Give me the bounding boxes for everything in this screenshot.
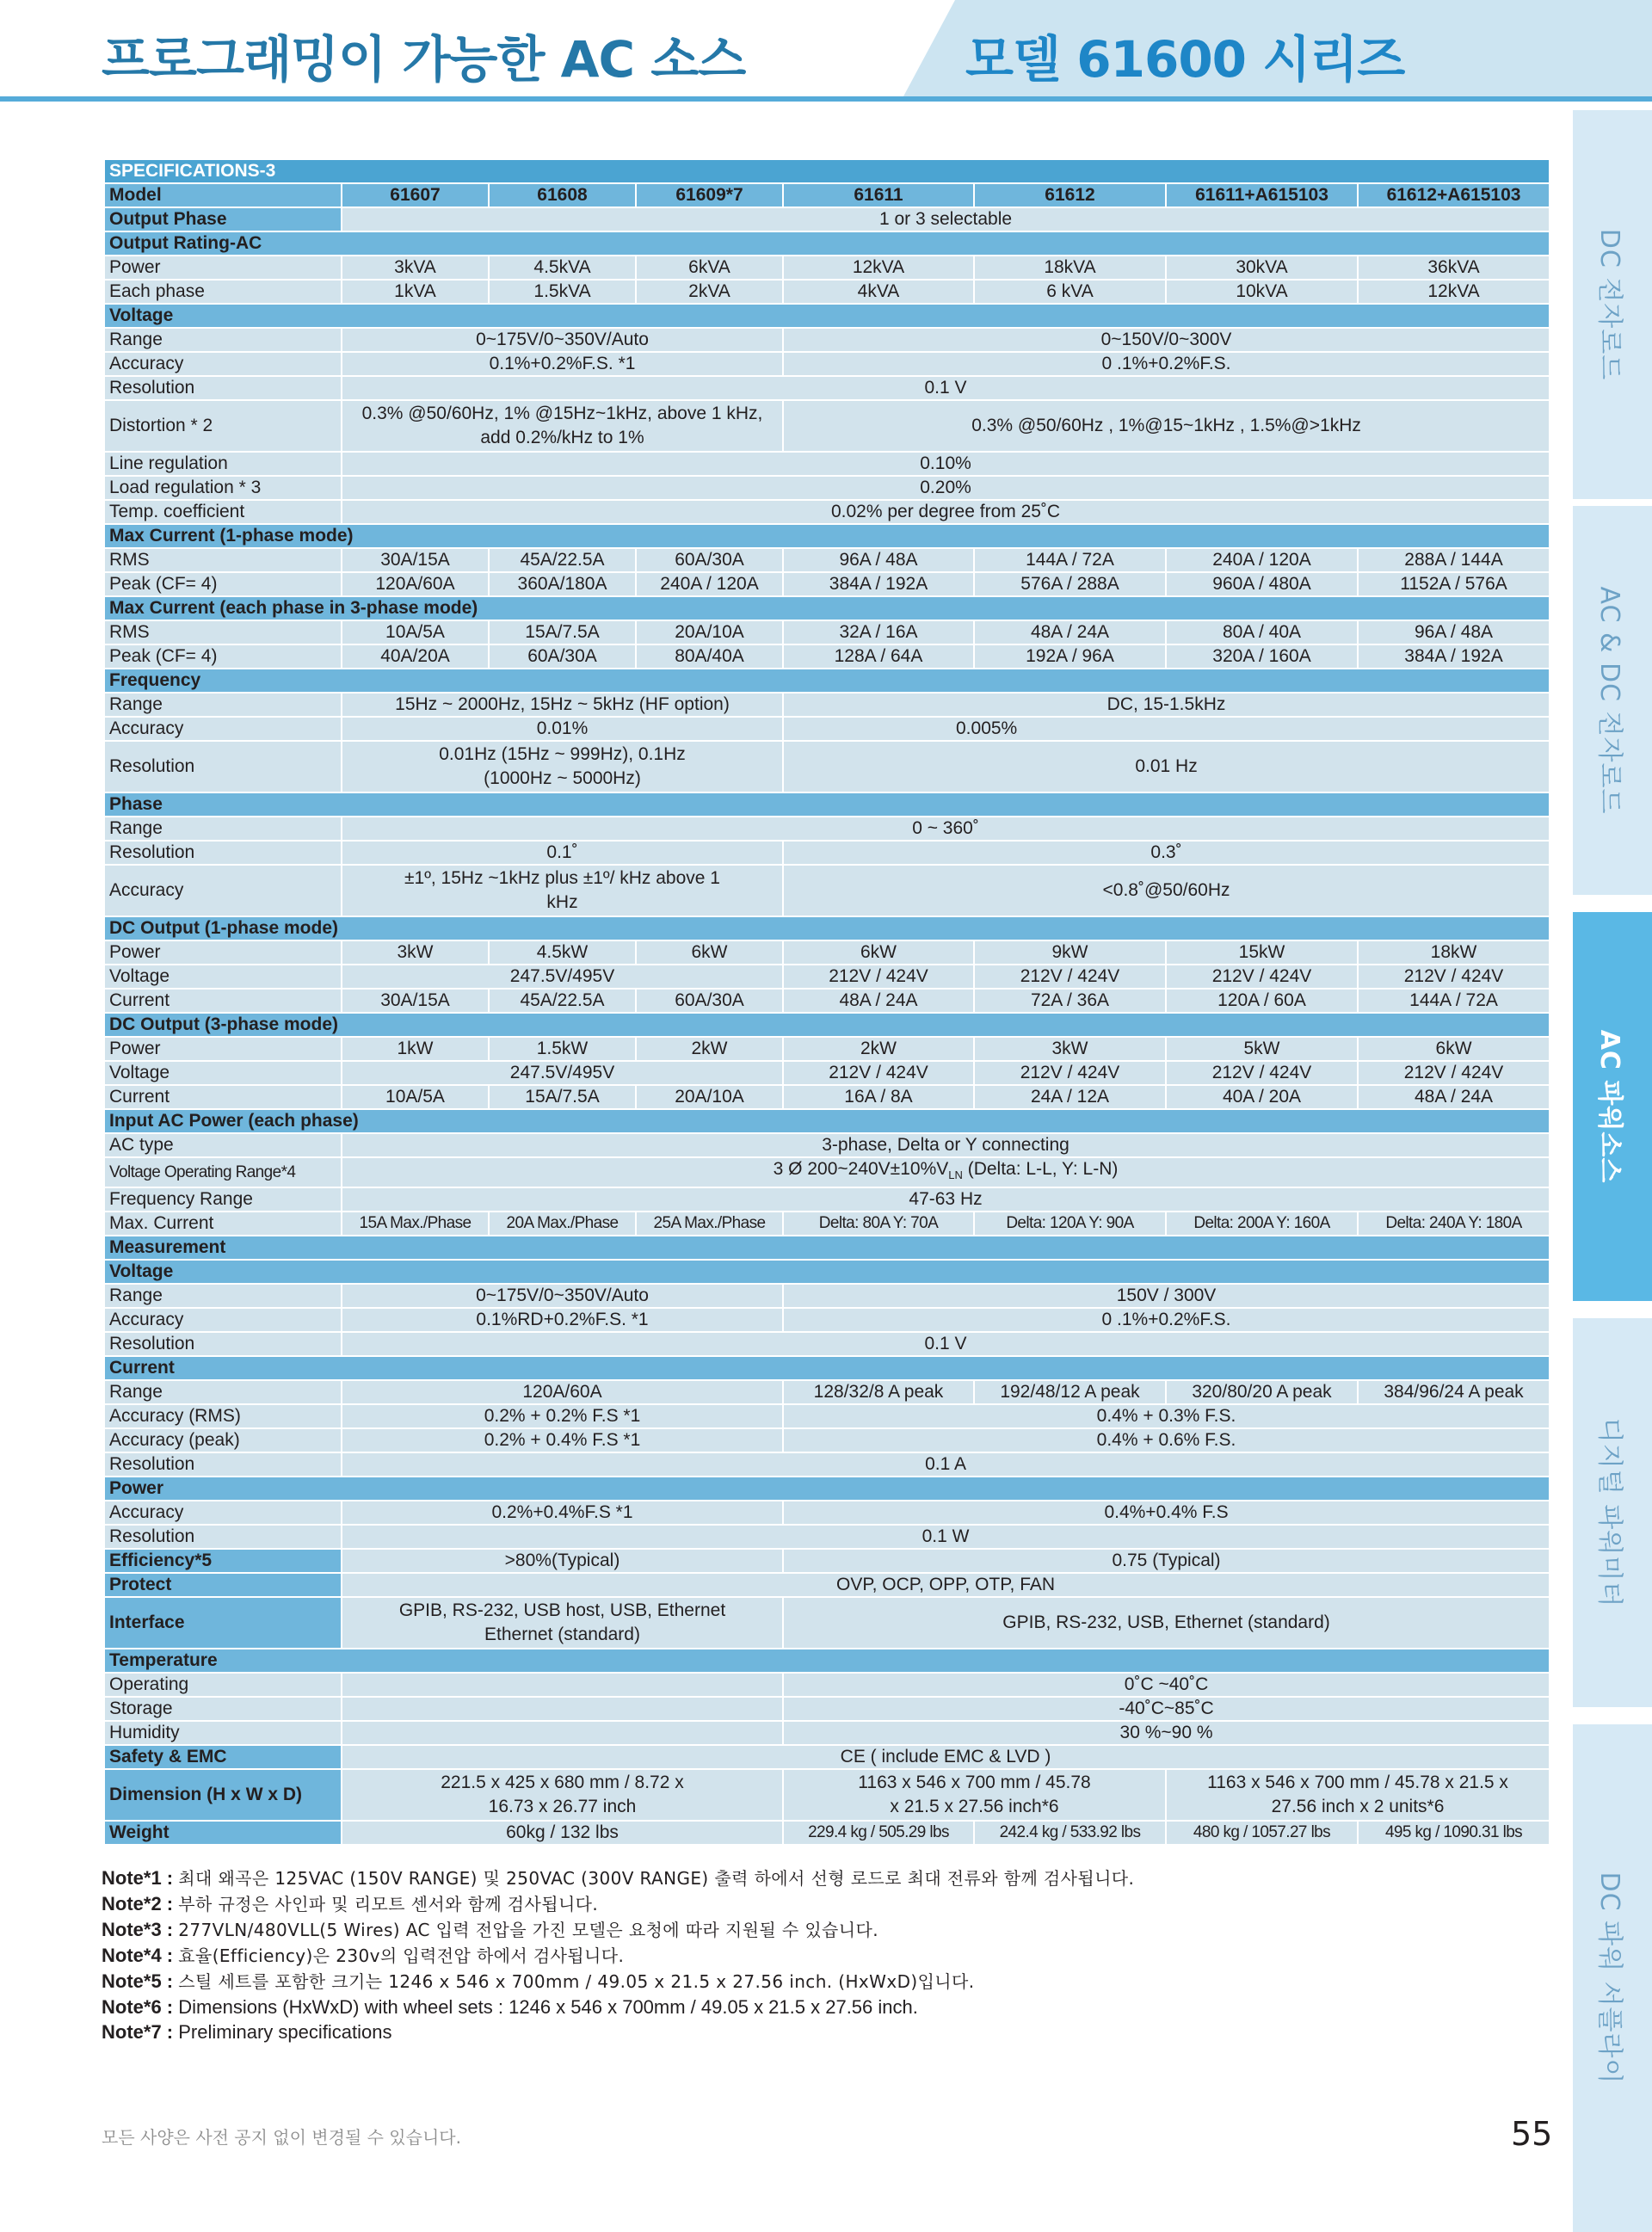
table-row: Range 15Hz ~ 2000Hz, 15Hz ~ 5kHz (HF option) DC, 15-1.5kHz (104, 693, 1550, 717)
section-row: Power (104, 1477, 1550, 1501)
side-tab-dc-load[interactable]: DC 전자로드 (1573, 110, 1652, 499)
section-row: Measurement (104, 1236, 1550, 1260)
table-row: Accuracy ±1º, 15Hz ~1kHz plus ±1º/ kHz above 1 kHz <0.8˚@50/60Hz (104, 865, 1550, 916)
table-row: Range 120A/60A 128/32/8 A peak 192/48/12 A peak 320/80/20 A peak 384/96/24 A peak (104, 1380, 1550, 1404)
table-row: Voltage Operating Range*4 3 Ø $200\sim 240V\pm 10\%V_{LN}$ (Delta: L-L, Y: L-N) (104, 1157, 1550, 1187)
table-row: Protect OVP, OCP, OPP, OTP, FAN (104, 1573, 1550, 1597)
side-tab-digital-power-meter[interactable]: 디지털 파워미터 (1573, 1318, 1652, 1707)
table-row: Safety & EMC CE ( include EMC & LVD ) (104, 1745, 1550, 1769)
note-7: Note*7 : Preliminary specifications (102, 2021, 392, 2043)
table-row: Power 3kVA 4.5kVA 6kVA 12kVA 18kVA 30kVA 36kVA (104, 256, 1550, 280)
table-row: Load regulation * 3 0.20% (104, 476, 1550, 500)
note-5: Note*5 : 스틸 세트를 포함한 크기는 1246 x 546 x 700mm / 49.05 x 21.5 x 27.56 inch. (HxWxD)입니다. (102, 1970, 975, 1992)
table-row: RMS 10A/5A 15A/7.5A 20A/10A 32A / 16A 48A / 24A 80A / 40A 96A / 48A (104, 620, 1550, 644)
page-title: 프로그래밍이 가능한 AC 소스 (102, 30, 746, 89)
section-row: Voltage (104, 1260, 1550, 1284)
note-4: Note*4 : 효율(Efficiency)은 230v의 입력전압 하에서 검사됩니다. (102, 1945, 625, 1966)
model-row: Model 61607 61608 61609*7 61611 61612 61611+A615103 61612+A615103 (104, 183, 1550, 207)
table-row: Accuracy 0.01% 0.005% (104, 717, 1550, 741)
table-row: Distortion * 2 0.3% @50/60Hz, 1% @15Hz~1kHz, above 1 kHz, add 0.2%/kHz to 1% 0.3% @50/60Hz , 1%@15~1kHz , 1.5%@>1kHz (104, 400, 1550, 452)
table-row: Line regulation 0.10% (104, 452, 1550, 476)
table-row: Range 0~175V/0~350V/Auto 0~150V/0~300V (104, 328, 1550, 352)
table-row: RMS 30A/15A 45A/22.5A 60A/30A 96A / 48A 144A / 72A 240A / 120A 288A / 144A (104, 548, 1550, 572)
side-tab-ac-dc-load[interactable]: AC & DC 전자로드 (1573, 506, 1652, 895)
section-row: Voltage (104, 304, 1550, 328)
table-title-row: SPECIFICATIONS-3 (104, 159, 1550, 183)
note-6: Note*6 : Dimensions (HxWxD) with wheel sets : 1246 x 546 x 700mm / 49.05 x 21.5 x 27.56 inch. (102, 1996, 918, 2018)
section-row: Output Rating-AC (104, 231, 1550, 256)
notes (102, 1865, 1547, 2044)
section-row: Frequency (104, 669, 1550, 693)
table-row: Current 30A/15A 45A/22.5A 60A/30A 48A / 24A 72A / 36A 120A / 60A 144A / 72A (104, 989, 1550, 1013)
table-row: Accuracy (peak) 0.2% + 0.4% F.S *1 0.4% + 0.6% F.S. (104, 1428, 1550, 1452)
model-series-title: 모델 61600 시리즈 (965, 30, 1405, 89)
table-row: Resolution 0.1 A (104, 1452, 1550, 1477)
note-2: Note*2 : 부하 규정은 사인파 및 리모트 센서와 함께 검사됩니다. (102, 1893, 599, 1914)
section-row: DC Output (1-phase mode) (104, 916, 1550, 940)
table-row: Each phase 1kVA 1.5kVA 2kVA 4kVA 6 kVA 10kVA 12kVA (104, 280, 1550, 304)
side-tab-ac-power-source[interactable]: AC 파워소스 (1573, 912, 1652, 1301)
page-header (0, 0, 1652, 102)
table-row: Peak (CF= 4) 40A/20A 60A/30A 80A/40A 128A / 64A 192A / 96A 320A / 160A 384A / 192A (104, 644, 1550, 669)
section-row: Input AC Power (each phase) (104, 1109, 1550, 1133)
section-row: Max Current (each phase in 3-phase mode) (104, 596, 1550, 620)
table-row: Current 10A/5A 15A/7.5A 20A/10A 16A / 8A 24A / 12A 40A / 20A 48A / 24A (104, 1085, 1550, 1109)
table-row: Peak (CF= 4) 120A/60A 360A/180A 240A / 120A 384A / 192A 576A / 288A 960A / 480A 1152A / 576A (104, 572, 1550, 596)
table-row: Power 1kW 1.5kW 2kW 2kW 3kW 5kW 6kW (104, 1037, 1550, 1061)
table-row: Resolution 0.1 V (104, 376, 1550, 400)
header-divider (0, 96, 1652, 102)
table-row: Storage -40˚C~85˚C (104, 1697, 1550, 1721)
table-row: Resolution 0.1 V (104, 1332, 1550, 1356)
specifications-table (103, 158, 1550, 1846)
footer-disclaimer: 모든 사양은 사전 공지 없이 변경될 수 있습니다. (102, 2127, 461, 2148)
section-row: DC Output (3-phase mode) (104, 1013, 1550, 1037)
page-number: 55 (1511, 2115, 1553, 2153)
table-row: Accuracy 0.1%RD+0.2%F.S. *1 0 .1%+0.2%F.S. (104, 1308, 1550, 1332)
table-row: Weight 60kg / 132 lbs 229.4 kg / 505.29 lbs 242.4 kg / 533.92 lbs 480 kg / 1057.27 lbs 495 kg / 1090.31 lbs (104, 1821, 1550, 1845)
table-row: Temp. coefficient 0.02% per degree from 25˚C (104, 500, 1550, 524)
note-3: Note*3 : 277VLN/480VLL(5 Wires) AC 입력 전압을 가진 모델은 요청에 따라 지원될 수 있습니다. (102, 1919, 878, 1940)
table-row: Power 3kW 4.5kW 6kW 6kW 9kW 15kW 18kW (104, 940, 1550, 965)
table-row: Resolution 0.01Hz (15Hz ~ 999Hz), 0.1Hz (1000Hz ~ 5000Hz) 0.01 Hz (104, 741, 1550, 792)
side-tab-dc-power-supply[interactable]: DC 파워 서플라이 (1573, 1724, 1652, 2232)
section-row: Current (104, 1356, 1550, 1380)
note-1: Note*1 : 최대 왜곡은 125VAC (150V RANGE) 및 250VAC (300V RANGE) 출력 하에서 선형 로드로 최대 전류와 함께 검사됩니다. (102, 1867, 1135, 1889)
table-row: Humidity 30 %~90 % (104, 1721, 1550, 1745)
table-row: Accuracy (RMS) 0.2% + 0.2% F.S *1 0.4% + 0.3% F.S. (104, 1404, 1550, 1428)
table-row: Interface GPIB, RS-232, USB host, USB, Ethernet Ethernet (standard) GPIB, RS-232, USB, Ethernet (standard) (104, 1597, 1550, 1649)
table-row: Max. Current 15A Max./Phase 20A Max./Phase 25A Max./Phase Delta: 80A Y: 70A Delta: 120A Y: 90A Delta: 200A Y: 160A Delta: 240A Y: 180A (104, 1212, 1550, 1236)
table-row: Range 0 ~ 360˚ (104, 817, 1550, 841)
table-row: Resolution 0.1˚ 0.3˚ (104, 841, 1550, 865)
table-row: Resolution 0.1 W (104, 1525, 1550, 1549)
table-row: Dimension (H x W x D) 221.5 x 425 x 680 mm / 8.72 x 16.73 x 26.77 inch 1163 x 546 x 700 mm / 45.78 x 21.5 x 27.56 inch*6 1163 x 546 x 700 mm / 45.78 x 21.5 x 27.56 inch x 2 units*6 (104, 1769, 1550, 1821)
voltage-operating-range: 3 Ø $200\sim 240V\pm 10\%V_{LN}$ (Delta: L-L, Y: L-N) (342, 1157, 1550, 1187)
table-row: Voltage 247.5V/495V 212V / 424V 212V / 424V 212V / 424V 212V / 424V (104, 1061, 1550, 1085)
table-row: Accuracy 0.1%+0.2%F.S. *1 0 .1%+0.2%F.S. (104, 352, 1550, 376)
table-row: Accuracy 0.2%+0.4%F.S *1 0.4%+0.4% F.S (104, 1501, 1550, 1525)
table-row: Efficiency*5 >80%(Typical) 0.75 (Typical) (104, 1549, 1550, 1573)
table-row: Operating 0˚C ~40˚C (104, 1673, 1550, 1697)
table-row: AC type 3-phase, Delta or Y connecting (104, 1133, 1550, 1157)
section-row: Phase (104, 792, 1550, 817)
table-row: Frequency Range 47-63 Hz (104, 1187, 1550, 1212)
section-row: Temperature (104, 1649, 1550, 1673)
table-row: Range 0~175V/0~350V/Auto 150V / 300V (104, 1284, 1550, 1308)
table-row: Output Phase 1 or 3 selectable (104, 207, 1550, 231)
section-row: Max Current (1-phase mode) (104, 524, 1550, 548)
table-row: Voltage 247.5V/495V 212V / 424V 212V / 424V 212V / 424V 212V / 424V (104, 965, 1550, 989)
